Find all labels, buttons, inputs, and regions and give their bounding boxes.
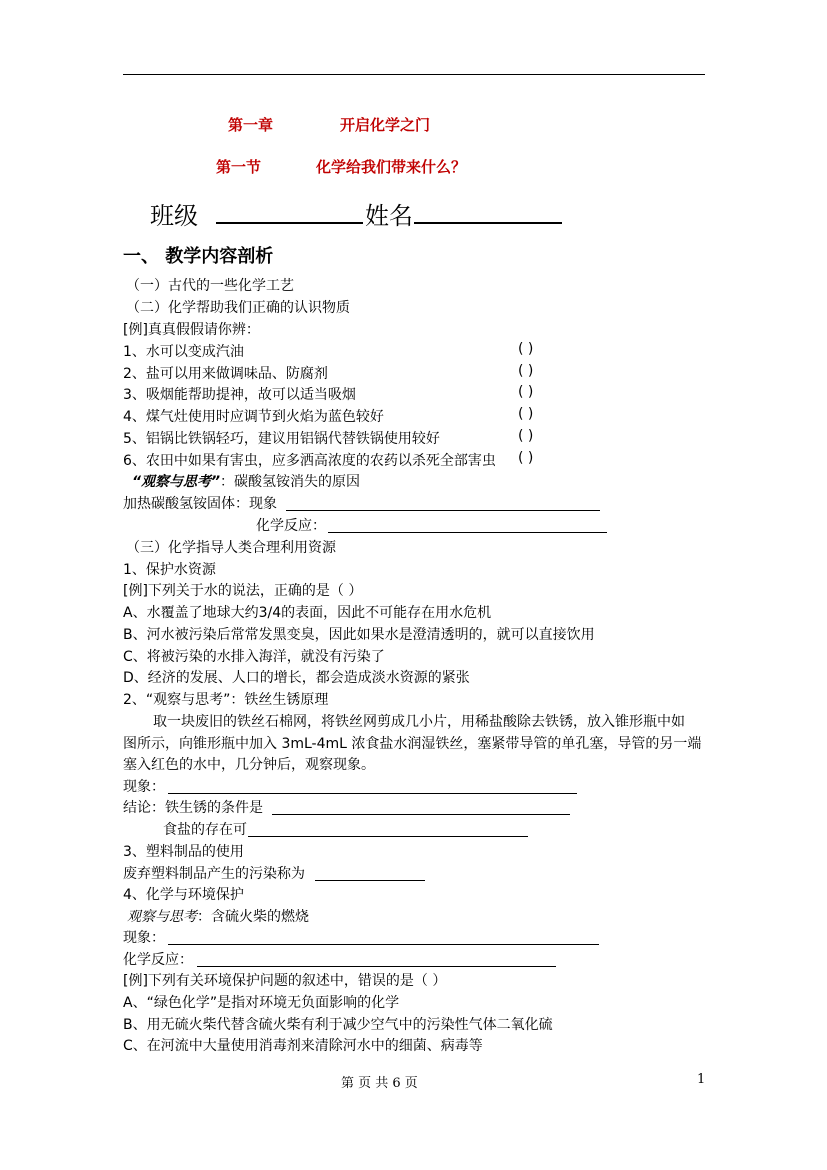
heat-line-label: 加热碳酸氢铵固体：现象: [123, 496, 277, 512]
plastic-heading: 3、塑料制品的使用: [123, 844, 244, 860]
answer-parens[interactable]: ( ): [518, 384, 534, 400]
reaction-2-blank[interactable]: [197, 950, 556, 967]
reaction-2-label: 化学反应：: [123, 952, 193, 968]
example-3-option: B、用无硫火柴代替含硫火柴有利于减少空气中的污染性气体二氧化硫: [123, 1017, 553, 1033]
part1-title: 一、 教学内容剖析: [123, 246, 274, 267]
header-rule: [123, 74, 705, 75]
observe-think-lead: “观察与思考”: [132, 474, 221, 490]
answer-parens[interactable]: ( ): [518, 428, 534, 444]
chapter-label: 第一章: [228, 116, 274, 134]
example-1-item: 5、铝锅比铁锅轻巧，建议用铝锅代替铁锅使用较好: [123, 431, 440, 447]
answer-parens[interactable]: ( ): [518, 363, 534, 379]
rust-heading: 2、“观察与思考”：铁丝生锈原理: [123, 692, 329, 708]
page-footer: 第 页 共 6 页: [341, 1076, 418, 1091]
example-1-item: 1、水可以变成汽油: [123, 344, 244, 360]
salt-blank[interactable]: [248, 820, 528, 837]
phenomenon-label: 现象：: [123, 779, 165, 795]
observe-think-2-text: ：含硫火柴的燃烧: [197, 909, 309, 925]
example-2-option: C、将被污染的水排入海洋，就没有污染了: [123, 649, 385, 665]
phenomenon-blank-2[interactable]: [168, 777, 577, 794]
salt-label: 食盐的存在可: [163, 822, 247, 838]
chapter-title: 开启化学之门: [340, 116, 431, 134]
conclusion-blank[interactable]: [272, 798, 570, 815]
observe-think-2-lead: 观察与思考: [127, 909, 197, 925]
example-3-option: C、在河流中大量使用消毒剂来清除河水中的细菌、病毒等: [123, 1038, 483, 1054]
phenomenon-2-label: 现象：: [123, 930, 165, 946]
class-blank: [216, 200, 363, 224]
reaction-label: 化学反应：: [256, 518, 326, 534]
procedure-line-1: 取一块废旧的铁丝石棉网，将铁丝网剪成几小片，用稀盐酸除去铁锈，放入锥形瓶中如: [153, 714, 685, 730]
example-3-option: A、“绿色化学”是指对环境无负面影响的化学: [123, 995, 400, 1011]
plastic-line: 废弃塑料制品产生的污染称为: [123, 866, 305, 882]
observe-think-1: [132, 471, 360, 491]
conclusion-label: 结论：铁生锈的条件是: [123, 800, 263, 816]
example-2-option: A、水覆盖了地球大约3/4的表面，因此不可能存在用水危机: [123, 605, 492, 621]
subsection-1: （一）古代的一些化学工艺: [126, 278, 294, 294]
answer-parens[interactable]: ( ): [518, 341, 534, 357]
observe-think-2: [127, 906, 309, 926]
example-2-option: D、经济的发展、人口的增长，都会造成淡水资源的紧张: [123, 670, 470, 686]
example-1-item: 4、煤气灶使用时应调节到火焰为蓝色较好: [123, 409, 384, 425]
example-1-item: 2、盐可以用来做调味品、防腐剂: [123, 366, 328, 382]
answer-parens[interactable]: ( ): [518, 450, 534, 466]
water-heading: 1、保护水资源: [123, 562, 216, 578]
subsection-2: （二）化学帮助我们正确的认识物质: [126, 300, 350, 316]
answer-parens[interactable]: ( ): [518, 406, 534, 422]
phenomenon-2-blank[interactable]: [168, 928, 599, 945]
subsection-3: （三）化学指导人类合理利用资源: [126, 540, 336, 556]
name-label: 姓名: [365, 202, 413, 230]
procedure-line-2: 图所示，向锥形瓶中加入 3mL-4mL 浓食盐水润湿铁丝，塞紧带导管的单孔塞，导管的另一端: [123, 736, 702, 752]
example-2-question: [例]下列关于水的说法，正确的是（ ）: [123, 583, 363, 599]
class-label: 班级: [150, 202, 198, 230]
example-1-item: 3、吸烟能帮助提神，故可以适当吸烟: [123, 387, 356, 403]
procedure-line-3: 塞入红色的水中，几分钟后，观察现象。: [123, 757, 375, 773]
phenomenon-blank[interactable]: [286, 494, 600, 511]
section-title: 化学给我们带来什么？: [316, 158, 467, 176]
observe-think-text: ：碳酸氢铵消失的原因: [220, 474, 361, 490]
example-3-question: [例]下列有关环境保护问题的叙述中，错误的是（ ）: [123, 973, 447, 989]
section-label: 第一节: [216, 158, 262, 176]
environment-heading: 4、化学与环境保护: [123, 887, 244, 903]
example-1-item: 6、农田中如果有害虫，应多洒高浓度的农药以杀死全部害虫: [123, 453, 496, 469]
plastic-blank[interactable]: [315, 864, 425, 881]
example-2-option: B、河水被污染后常常发黑变臭，因此如果水是澄清透明的，就可以直接饮用: [123, 627, 595, 643]
example-1-intro: [例]真真假假请你辨：: [123, 322, 260, 338]
page-number: 1: [697, 1072, 706, 1087]
name-blank: [414, 200, 562, 224]
reaction-blank[interactable]: [328, 516, 607, 533]
